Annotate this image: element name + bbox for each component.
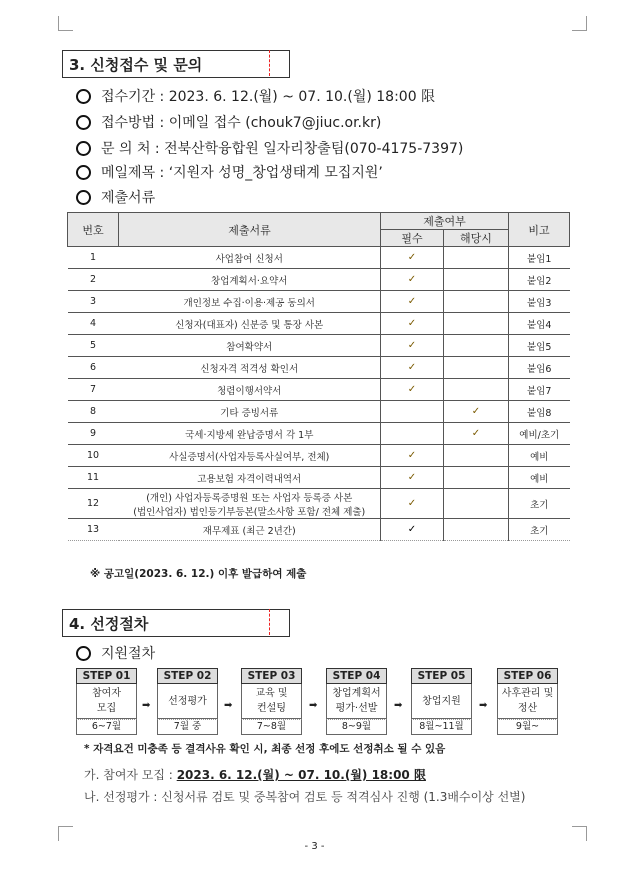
bullet-procedure (76, 643, 155, 663)
cell-document: 국세·지방세 완납증명서 각 1부 (119, 423, 381, 445)
cell-document: 개인정보 수집·이용·제공 동의서 (119, 291, 381, 313)
table-row (68, 291, 570, 313)
cell-note: 예비/초기 (509, 423, 570, 445)
cell-note: 붙임6 (509, 357, 570, 379)
cell-required: ✓ (381, 467, 444, 489)
cell-document: 재무제표 (최근 2년간) (119, 519, 381, 541)
cell-required: ✓ (381, 269, 444, 291)
cell-no: 7 (68, 379, 119, 401)
documents-table (67, 212, 570, 541)
circle-bullet-icon (76, 165, 91, 180)
step-period: 7~8월 (241, 719, 302, 735)
cell-document: 청렴이행서약서 (119, 379, 381, 401)
cell-applicable (444, 519, 509, 541)
circle-bullet-icon (76, 141, 91, 156)
cell-document: 사실증명서(사업자등록사실여부, 전체) (119, 445, 381, 467)
step-4 (326, 668, 387, 735)
cell-applicable (444, 467, 509, 489)
step-period: 9월~ (497, 719, 558, 735)
header-applicable: 해당시 (444, 230, 509, 247)
step-body: 교육 및 컨설팅 (241, 684, 302, 719)
step-label: STEP 03 (241, 668, 302, 684)
section3-title (62, 50, 290, 78)
step-label: STEP 05 (411, 668, 472, 684)
cell-required: ✓ (381, 357, 444, 379)
cell-required (381, 423, 444, 445)
cell-no: 9 (68, 423, 119, 445)
bullet-period (76, 86, 435, 106)
bullet-text: 제출서류 (101, 190, 156, 206)
page-number: - 3 - (304, 841, 325, 852)
bullet-method (76, 112, 381, 132)
crop-mark-bottom-left (58, 826, 73, 841)
arrow-icon: ➡ (309, 700, 318, 711)
cell-required: ✓ (381, 313, 444, 335)
circle-bullet-icon (76, 89, 91, 104)
cell-document: 신청자(대표자) 신분증 및 통장 사본 (119, 313, 381, 335)
step-period: 6~7월 (76, 719, 137, 735)
crop-mark-bottom-right (572, 826, 587, 841)
step-5 (411, 668, 472, 735)
arrow-icon: ➡ (224, 700, 233, 711)
crop-mark-top-right (572, 16, 587, 31)
cell-no: 11 (68, 467, 119, 489)
bullet-text: 접수기간 : 2023. 6. 12.(월) ~ 07. 10.(월) 18:00 限 (101, 89, 436, 105)
cell-applicable (444, 357, 509, 379)
cell-applicable (444, 291, 509, 313)
step-period: 8월~11월 (411, 719, 472, 735)
table-row (68, 357, 570, 379)
cell-document: 고용보험 자격이력내역서 (119, 467, 381, 489)
cell-applicable (444, 247, 509, 269)
cell-applicable (444, 335, 509, 357)
step-body: 창업지원 (411, 684, 472, 719)
table-row (68, 467, 570, 489)
cell-applicable (444, 379, 509, 401)
cell-no: 12 (68, 489, 119, 519)
bullet-contact (76, 138, 463, 158)
cell-required: ✓ (381, 489, 444, 519)
header-corner-decoration (269, 609, 290, 635)
cell-applicable (444, 313, 509, 335)
cell-no: 4 (68, 313, 119, 335)
arrow-icon: ➡ (142, 700, 151, 711)
table-row (68, 423, 570, 445)
cell-no: 5 (68, 335, 119, 357)
cell-applicable: ✓ (444, 423, 509, 445)
cell-no: 13 (68, 519, 119, 541)
circle-bullet-icon (76, 646, 91, 661)
table-row (68, 313, 570, 335)
cell-applicable: ✓ (444, 401, 509, 423)
step-label: STEP 04 (326, 668, 387, 684)
header-corner-decoration (269, 50, 290, 76)
cell-required: ✓ (381, 291, 444, 313)
cell-document: 사업참여 신청서 (119, 247, 381, 269)
cell-required: ✓ (381, 519, 444, 541)
step-period: 8~9월 (326, 719, 387, 735)
cell-note: 초기 (509, 519, 570, 541)
header-submit: 제출여부 (381, 213, 509, 230)
cell-note: 붙임5 (509, 335, 570, 357)
arrow-icon: ➡ (479, 700, 488, 711)
header-document: 제출서류 (119, 213, 381, 247)
cell-document: (개인) 사업자등록증명원 또는 사업자 등록증 사본 (법인사업자) 법인등기부등본(말소사항 포함/ 전체 제출) (119, 489, 381, 519)
circle-bullet-icon (76, 115, 91, 130)
bullet-subject (76, 162, 383, 182)
documents-table-body (68, 247, 570, 541)
cell-note: 붙임7 (509, 379, 570, 401)
header-note: 비고 (509, 213, 570, 247)
cell-no: 8 (68, 401, 119, 423)
header-required: 필수 (381, 230, 444, 247)
table-row (68, 335, 570, 357)
section3-title-text: 3. 신청접수 및 문의 (69, 55, 203, 74)
cell-document: 창업계획서·요약서 (119, 269, 381, 291)
cell-applicable (444, 269, 509, 291)
table-row (68, 379, 570, 401)
bullet-documents (76, 187, 155, 207)
cell-required: ✓ (381, 335, 444, 357)
cell-no: 1 (68, 247, 119, 269)
cell-note: 예비 (509, 467, 570, 489)
step-label: STEP 01 (76, 668, 137, 684)
bullet-text: 메일제목 : ‘지원자 성명_창업생태계 모집지원’ (101, 165, 383, 181)
cell-required: ✓ (381, 247, 444, 269)
cell-document: 신청자격 적격성 확인서 (119, 357, 381, 379)
step-6 (497, 668, 558, 735)
cell-no: 10 (68, 445, 119, 467)
paragraph-evaluation: 나. 선정평가 : 신청서류 검토 및 중복참여 검토 등 적격심사 진행 (1.3배수이상 선별) (84, 790, 526, 804)
cell-note: 붙임8 (509, 401, 570, 423)
cell-note: 붙임2 (509, 269, 570, 291)
step-body: 사후관리 및 정산 (497, 684, 558, 719)
warning-text: * 자격요건 미충족 등 결격사유 확인 시, 최종 선정 후에도 선정취소 될 수 있음 (84, 743, 446, 755)
footnote: ※ 공고일(2023. 6. 12.) 이후 발급하여 제출 (90, 568, 307, 580)
section4-title-text: 4. 선정절차 (69, 614, 149, 633)
table-row (68, 489, 570, 519)
cell-no: 2 (68, 269, 119, 291)
step-body: 선정평가 (157, 684, 218, 719)
step-body: 창업계획서 평가·선발 (326, 684, 387, 719)
step-label: STEP 06 (497, 668, 558, 684)
cell-required: ✓ (381, 445, 444, 467)
step-label: STEP 02 (157, 668, 218, 684)
table-row (68, 445, 570, 467)
table-row (68, 519, 570, 541)
circle-bullet-icon (76, 190, 91, 205)
cell-note: 초기 (509, 489, 570, 519)
cell-note: 붙임3 (509, 291, 570, 313)
cell-applicable (444, 489, 509, 519)
cell-required (381, 401, 444, 423)
table-row (68, 401, 570, 423)
table-row (68, 247, 570, 269)
arrow-icon: ➡ (394, 700, 403, 711)
step-body: 참여자 모집 (76, 684, 137, 719)
cell-document: 참여확약서 (119, 335, 381, 357)
cell-required: ✓ (381, 379, 444, 401)
step-3 (241, 668, 302, 735)
cell-note: 붙임1 (509, 247, 570, 269)
header-no: 번호 (68, 213, 119, 247)
step-2 (157, 668, 218, 735)
paragraph-value: 2023. 6. 12.(월) ~ 07. 10.(월) 18:00 限 (176, 768, 426, 782)
bullet-text: 접수방법 : 이메일 접수 (chouk7@jiuc.or.kr) (101, 115, 382, 131)
cell-document: 기타 증빙서류 (119, 401, 381, 423)
crop-mark-top-left (58, 16, 73, 31)
bullet-text: 지원절차 (101, 646, 156, 662)
step-1 (76, 668, 137, 735)
section4-title (62, 609, 290, 637)
paragraph-recruit (84, 766, 426, 783)
paragraph-label: 가. 참여자 모집 : (84, 768, 173, 782)
cell-note: 붙임4 (509, 313, 570, 335)
bullet-text: 문 의 처 : 전북산학융합원 일자리창출팀(070-4175-7397) (101, 141, 464, 157)
cell-no: 3 (68, 291, 119, 313)
cell-applicable (444, 445, 509, 467)
step-period: 7월 중 (157, 719, 218, 735)
table-row (68, 269, 570, 291)
cell-no: 6 (68, 357, 119, 379)
cell-note: 예비 (509, 445, 570, 467)
